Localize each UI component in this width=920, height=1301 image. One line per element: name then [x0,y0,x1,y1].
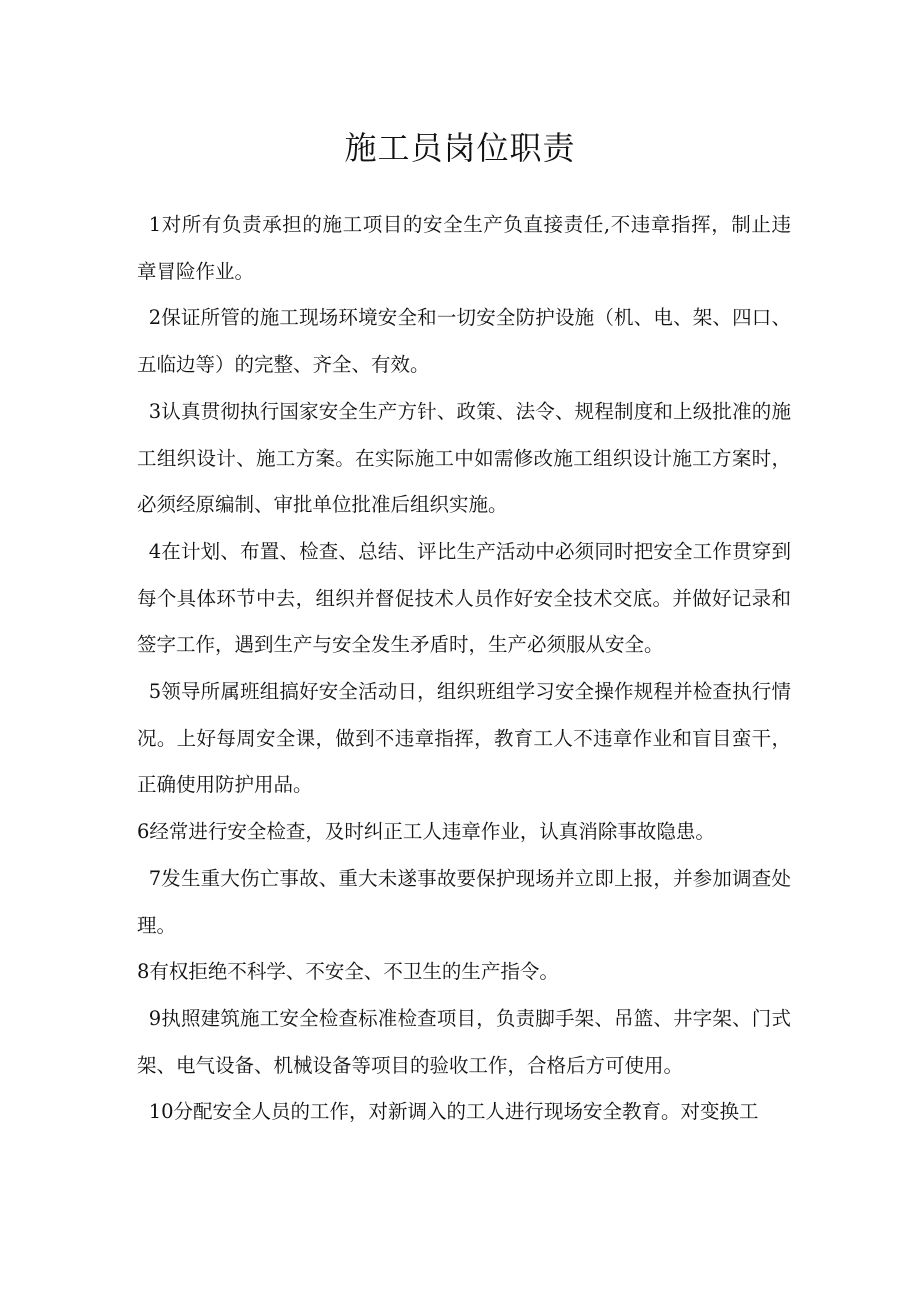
document-body [137,202,791,1136]
paragraph-5: 5领导所属班组搞好安全活动日，组织班组学习安全操作规程并检查执行情况。上好每周安全课，做到不违章指挥，教育工人不违章作业和盲目蛮干，正确使用防护用品。 [137,680,791,797]
paragraph-9: 9执照建筑施工安全检查标准检查项目，负责脚手架、吊篮、井字架、门式架、电气设备、机械设备等项目的验收工作，合格后方可使用。 [137,1006,791,1077]
paragraph-1: 1对所有负责承担的施工项目的安全生产负直接责任,不违章指挥，制止违章冒险作业。 [137,213,791,283]
page-title: 施工员岗位职责 [344,129,576,167]
paragraph-10: 10分配安全人员的工作，对新调入的工人进行现场安全教育。对变换工 [148,1100,759,1124]
paragraph-8: 8有权拒绝不科学、不安全、不卫生的生产指令。 [137,960,559,984]
paragraph-2: 2保证所管的施工现场环境安全和一切安全防护设施（机、电、架、四口、五临边等）的完整、齐全、有效。 [137,306,791,377]
paragraph-6: 6经常进行安全检查，及时纠正工人违章作业，认真消除事故隐患。 [137,820,715,844]
paragraph-3: 3认真贯彻执行国家安全生产方针、政策、法令、规程制度和上级批准的施工组织设计、施工方案。在实际施工中如需修改施工组织设计施工方案时，必须经原编制、审批单位批准后组织实施。 [137,399,791,517]
paragraph-4: 4在计划、布置、检查、总结、评比生产活动中必须同时把安全工作贯穿到每个具体环节中去，组织并督促技术人员作好安全技术交底。并做好记录和签字工作，遇到生产与安全发生矛盾时，生产必须服从安全。 [137,539,791,657]
paragraph-7: 7发生重大伤亡事故、重大未遂事故要保护现场并立即上报，并参加调查处理。 [137,866,791,937]
